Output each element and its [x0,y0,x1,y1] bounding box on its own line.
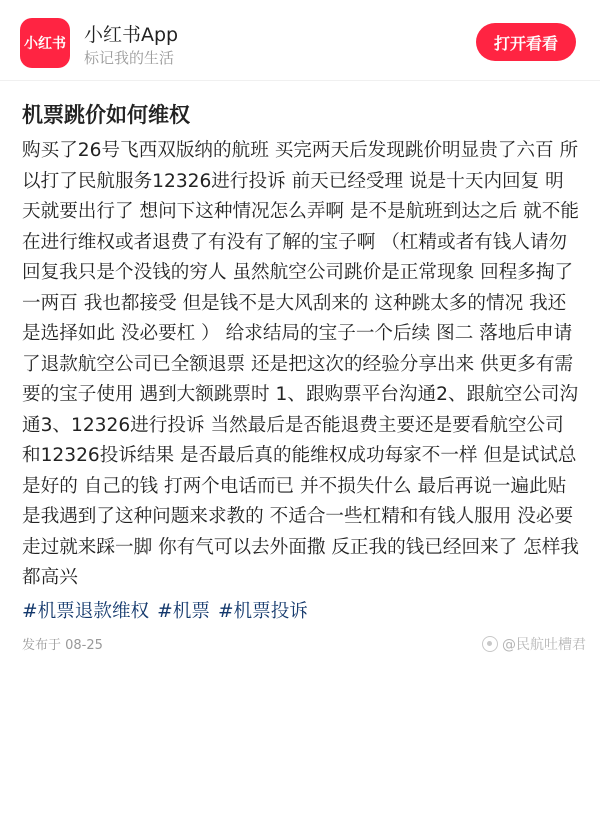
tag-link[interactable]: #机票 [157,600,210,622]
tag-link[interactable]: #机票退款维权 [22,600,150,622]
open-app-button[interactable]: 打开看看 [476,23,576,61]
post-title: 机票跳价如何维权 [22,103,190,127]
app-banner [0,0,600,81]
watermark-text: @民航吐槽君 [502,636,586,653]
tag-link[interactable]: #机票投诉 [217,600,308,622]
post-body: 购买了26号飞西双版纳的航班 买完两天后发现跳价明显贵了六百 所以打了民航服务12326进行投诉 前天已经受理 说是十天内回复 明天就要出行了 想问下这种情况怎么弄啊 是不是航班到达之后 就不能在进行维权或者退费了有没有了解的宝子啊 （杠精或者有钱人请勿回复我只是个没钱的穷人 虽然航空公司跳价是正常现象 回程多掏了一两百 我也都接受 但是钱不是大风刮来的 这种跳太多的情况 我还是选择如此 没必要杠 ） 给求结局的宝子一个后续 图二 落地后申请了退款航空公司已全额退票 还是把这次的经验分享出来 供更多有需要的宝子使用 遇到大额跳票时 1、跟购票平台沟通2、跟航空公司沟通3、12326进行投诉 当然最后是否能退费主要还是要看航空公司和12326投诉结果 是否最后真的能维权成功每家不一样 但是试试总是好的 自己的钱 打两个电话而已 并不损失什么 最后再说一遍此贴是我遇到了这种问题来求教的 不适合一些杠精和有钱人服用 没必要走过就来踩一脚 你有气可以去外面撒 反正我的钱已经回来了 怎样我都高兴 [22,140,579,588]
app-slogan: 标记我的生活 [84,49,175,67]
weibo-icon [482,636,498,652]
post-footer [22,632,586,660]
app-logo[interactable]: 小红书 [20,18,70,68]
app-name: 小红书App [84,24,179,46]
post-content [22,100,586,660]
watermark [482,634,586,654]
publish-date: 发布于 08-25 [22,637,103,653]
tag-list [22,596,582,628]
